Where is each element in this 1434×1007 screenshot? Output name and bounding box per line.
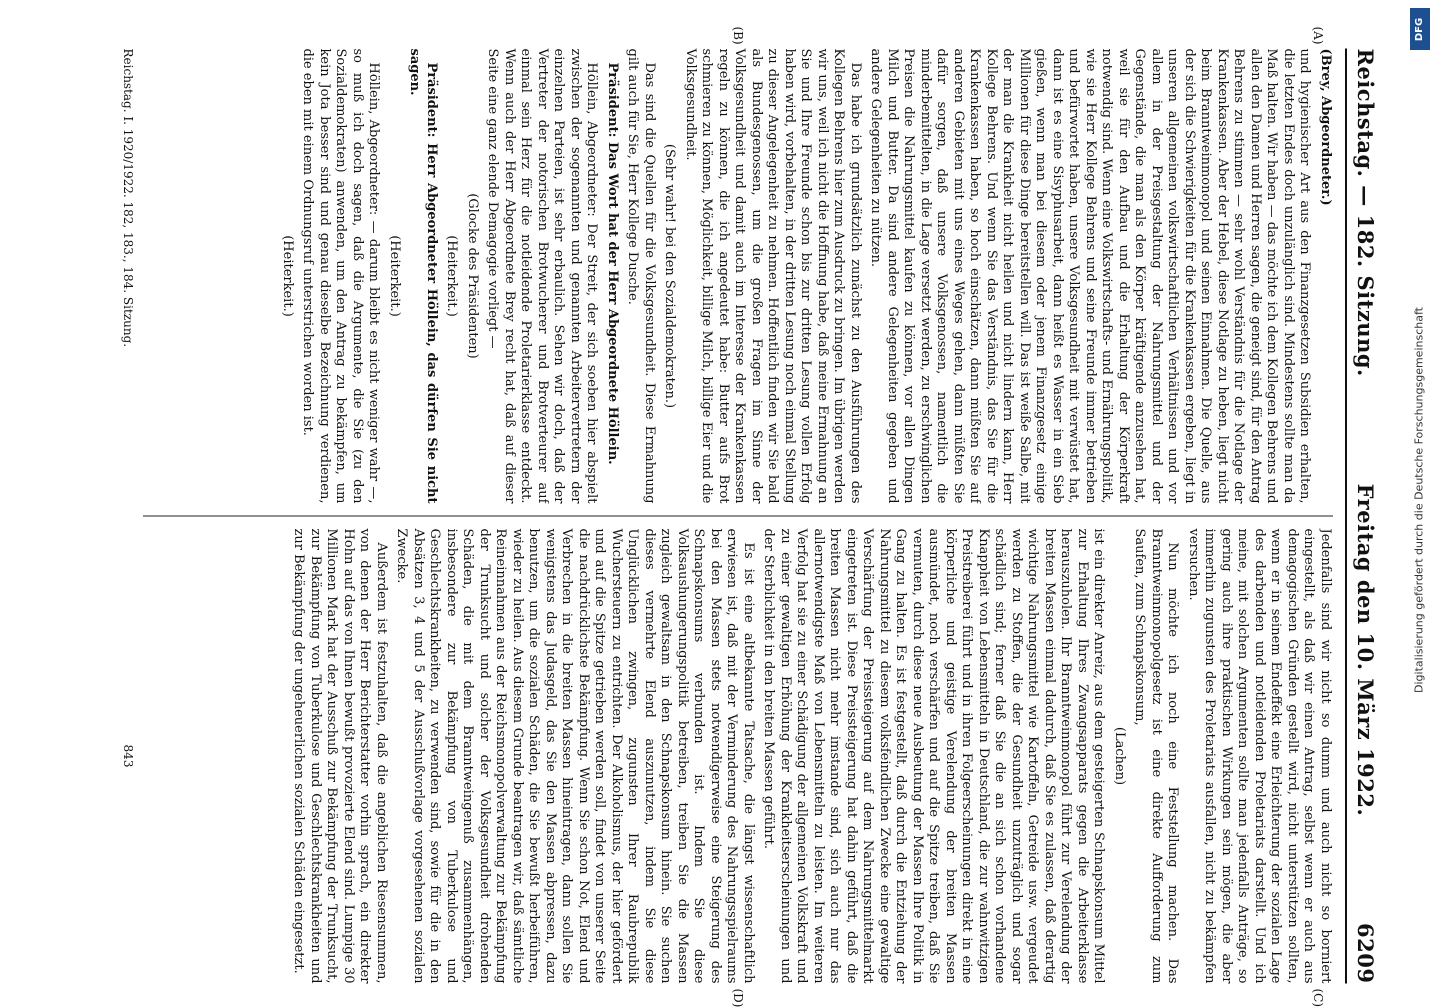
paragraph: Höllein, Abgeordneter: Der Streit, der sich soeben hier abspielt zwischen der sogenannten und genannten Arbeitervertretern der einzelnen Parteien, ist sehr erbaulich. Sehen wir doch, daß der Vertreter der notorischen Brotwucherer und Brotverteurer auf einmal sein Herz für die notleidende Proletarierklasse entdeckt. Wenn auch der Herr Abgeordnete Brey recht hat, daß auf dieser Seite eine ganz elende Demagogie vorliegt — <box>485 48 600 503</box>
running-head <box>1345 48 1385 983</box>
page-number: 6209 <box>1353 922 1378 983</box>
paragraph: Es ist eine altbekannte Tatsache, die längst wissenschaftlich erwiesen ist, daß mit der Verminderung des Nahrungsspielraums bei den Massen stets notwendigerweise eine Steigerung des Schnapskonsums verbunden ist. Indem Sie diese Volksaushungerungspolitik betreiben, treiben Sie die Massen zugleich gewaltsam in den Schnapskonsum hinein. Sie suchen dieses vermehrte Elend auszunutzen, indem Sie diese Unglücklichen zwingen, zugunsten Ihrer Raubrepublik Wuchersteuern zu entrichten. Der Alkoholismus, der hier gefördert und auf die Spitze getrieben werden soll, findet von unserer Seite die nachdrücklichste Bekämpfung. Wenn Sie schon Not, Elend und Verbrechen in die breiten Massen hineintragen, dann sollen Sie wenigstens das Judasgeld, das Sie den Massen abpressen, dazu benutzen, um die sozialen Schäden, die Sie bewußt herbeiführen, wieder zu heilen. Aus diesem Grunde beantragen wir, daß sämtliche Reineinnahmen aus der Reichsmonopolverwaltung zur Bekämpfung der Trunksucht und solcher der Volksgesundheit drohenden Schäden, die mit dem Branntweingenuß zusammenhängen, insbesondere zur Bekämpfung von Tuberkulose und Geschlechtskrankheiten, zu verwenden sind, sowie für die in den Absätzen 3, 4 und 5 der Ausschußvorlage vorgesehenen sozialen Zwecke. <box>394 528 756 983</box>
paragraph: Höllein, Abgeordneter: — darum bleibt es nicht weniger wahr —, so muß ich doch sagen, daß die Argumente, die Sie (zu den Sozialdemokraten) anwenden, um den Antrag zu bekämpfen, um kein Jota besser sind und genau dieselbe Bezeichnung verdienen, die eben mit einem Ordnungsruf unterstrichen worden ist. <box>300 48 382 503</box>
margin-marker-d: (D) <box>731 988 745 1007</box>
margin-marker-c: (C) <box>1311 988 1325 1007</box>
scanned-page <box>50 26 1420 1007</box>
head-date: Freitag den 10. März 1922. <box>1353 483 1378 816</box>
speaker-tag: (Brey, Abgeordneter.) <box>1318 48 1333 206</box>
dfg-credit <box>1404 0 1434 1000</box>
paragraph: Das sind die Quellen für die Volksgesundheit. Diese Ermahnung gilt auch für Sie, Herr Kollege Dusche. <box>625 48 657 503</box>
right-column <box>143 528 1333 983</box>
president-remark: Präsident: Herr Abgeordneter Höllein, das dürfen Sie nicht sagen. <box>407 48 439 503</box>
footer-signature: 843 <box>121 744 135 767</box>
margin-marker-b: (B) <box>731 26 745 45</box>
column-rule <box>143 515 1333 516</box>
paragraph: Nun möchte ich noch eine Feststellung machen. Das Branntweinmonopolgesetz ist eine direkte Aufforderung zum Saufen, zum Schnapskonsum, <box>1132 528 1181 983</box>
footer-left <box>121 48 135 503</box>
paragraph: Jedenfalls sind wir nicht so dumm und auch nicht so borniert eingestellt, als daß wir einen Antrag, selbst wenn er auch aus demagogischen Gründen gestellt wird, nicht unterstützen sollten, wenn er in seinem Endeffekt eine Erleichterung der sozialen Lage des darbenden und notleidenden Proletariats darstellt. Und ich meine, mit solchen Argumenten sollte man jedenfalls Anträge, so gering auch ihre praktischen Wirkungen sein mögen, die aber immerhin zugunsten des Proletariats ausfallen, nicht zu bekämpfen versuchen. <box>1186 528 1333 983</box>
president-remark: Präsident: Das Wort hat der Herr Abgeordnete Höllein. <box>605 62 620 465</box>
dfg-credit-text: Digitalisierung gefördert durch die Deutsche Forschungsgemeinschaft <box>1412 307 1426 693</box>
interjection: (Heiterkeit.) <box>280 234 295 317</box>
interjection: (Glocke des Präsidenten) <box>465 192 480 359</box>
interjection: (Heiterkeit.) <box>387 234 402 317</box>
paragraph: und hygienischer Art aus den Finanzgesetzen Subsidien erhalten, die letzten Endes doch unzulänglich sind. Mindestens sollte man da Maß halten. Wir haben — das möchte ich dem Kollegen Behrens und allen den Damen und Herren sagen, die geneigt sind, für den Antrag Behrens zu stimmen — sehr wohl Verständnis für die Notlage der Krankenkassen. Aber der Hebel, diese Notlage zu heben, liegt nicht beim Branntweinmonopol und seinen Einnahmen. Die Quelle, aus der sich die Schwierigkeiten für die Krankenkassen ergeben, liegt in unseren allgemeinen volkswirtschaftlichen Verhältnissen und vor allem in der Preisgestaltung der Nahrungsmittel und der Gegenstände, die man als den Körper kräftigende anzusehen hat, weil sie für den Aufbau und die Erhaltung der Körperkraft notwendig sind. Wenn eine Volkswirtschafts- und Ernährungspolitik, wie sie Herr Kollege Behrens und seine Freunde immer betrieben und befürwortet haben, unsere Volksgesundheit mit verwüstet hat, dann ist es eine Sisyphusarbeit, dann heißt es Wasser in ein Sieb gießen, wenn man bei diesem oder jenem Finanzgesetz einige Millionen für diese Dinge bereitstellen will. Das ist weiße Salbe, mit der man die Krankheit nicht heilen und nicht lindern kann, Herr Kollege Behrens. Und wenn Sie das Verständnis, das Sie für die Krankenkassen haben, so hoch einschätzen, dann müßten Sie auf anderen Gebieten mit uns eines Weges gehen, dann müßten Sie dafür sorgen, daß unsere Volksgenossen, namentlich die minderbemittelten, in die Lage versetzt werden, zu erschwinglichen Preisen die Nahrungsmittel kaufen zu können, vor allen Dingen Milch und Butter. Da sind andere Gelegenheiten gegeben und andere Gelegenheiten zu nützen. <box>868 48 1313 503</box>
dfg-logo <box>1410 8 1430 50</box>
head-left: Reichstag. — 182. Sitzung. <box>1353 48 1378 377</box>
dfg-logo-text: DFG <box>1414 17 1426 41</box>
paragraph: Das habe ich grundsätzlich zunächst zu den Ausführungen des Kollegen Behrens hier zum Ausdruck zu bringen. Im übrigen werden wir uns, weil ich nicht die Hoffnung habe, daß meine Ermahnung an Sie und Ihre Freunde schon bis zur dritten Lesung vollen Erfolg haben wird, vorbehalten, in der dritten Lesung noch einmal Stellung zu dieser Angelegenheit zu nehmen. Hoffentlich finden wir Sie bald als Bundesgenossen, um die großen Fragen im Sinne der Volksgesundheit und damit auch im Interesse der Krankenkassen regeln zu können, die ich angedeutet habe: Butter aufs Brot schmieren zu können, Möglichkeit, billige Milch, billige Eier und die Volksgesundheit. <box>683 48 863 503</box>
left-column <box>143 48 1333 503</box>
paragraph: ist ein direkter Anreiz, aus dem gesteigerten Schnapskonsum Mittel zur Erhaltung Ihres Zwangsapparats gegen die Arbeiterklasse herauszuholen. Ihr Branntweinmonopol führt zur Verelendung der breiten Massen einmal dadurch, daß Sie es zulassen, daß derartig wichtige Nahrungsmittel wie Kartoffeln, Getreide usw. vergeudet werden zu Stoffen, die der Gesundheit unzuträglich und sogar schädlich sind; ferner daß Sie die an sich schon vorhandene Knappheit von Lebensmitteln in Deutschland, die zur wahnwitzigen Preistreiberei führt und in ihren Folgeerscheinungen direkt in eine körperliche und geistige Verelendung der breiten Massen ausmündet, noch verschärfen und auf die Spitze treiben, daß Sie vermuten, durch diese neue Ausbeutung der Massen Ihre Politik in Gang zu halten. Es ist festgestellt, daß durch die Entziehung der Nahrungsmittel zu diesem volksfeindlichen Zwecke eine gewaltige Verschärfung der Preissteigerung auf dem Nahrungsmittelmarkt eingetreten ist. Diese Preissteigerung hat dahin geführt, daß die breiten Massen nicht mehr imstande sind, sich auch nur das allernotwendigste Maß von Lebensmitteln zu leisten. Im weiteren Verfolg hat sie zu einer Schädigung der allgemeinen Volkskraft und zu einer gewaltigen Erhöhung der Krankheitserscheinungen und der Sterblichkeit in den breiten Massen geführt. <box>761 528 1107 983</box>
interjection: (Lachen) <box>1112 726 1127 785</box>
footer-citation: Reichstag. I. 1920/1922. 182, 183., 184. Sitzung. <box>121 48 135 347</box>
interjection: (Sehr wahr! bei den Sozialdemokraten.) <box>662 143 678 408</box>
rotated-text-block <box>85 26 1385 1007</box>
interjection: (Heiterkeit.) <box>444 234 460 317</box>
margin-marker-a: (A) <box>1311 26 1325 45</box>
paragraph: Außerdem ist festzuhalten, daß die angeblichen Riesensummen, von denen der Herr Berichterstatter vorhin sprach, ein direkter Hohn auf das von Ihnen bewußt provozierte Elend sind. Lumpige 30 Millionen Mark hat der Ausschuß zur Bekämpfung der Trunksucht, zur Bekämpfung von Tuberkulose und Geschlechtskrankheiten und zur Bekämpfung der ungeheuerlichen sozialen Schäden eingesetzt. <box>291 528 389 983</box>
footer-right <box>121 528 135 983</box>
